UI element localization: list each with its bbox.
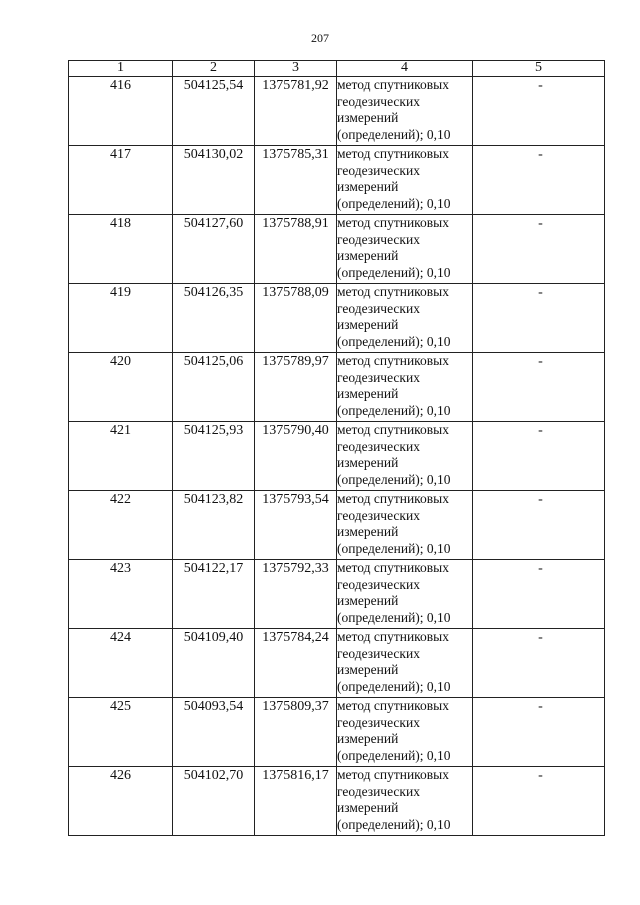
method-description: метод спутниковых геодезических измерений (определений); 0,10 — [337, 560, 473, 629]
coordinate-y: 1375788,91 — [255, 215, 337, 284]
note-text: - — [538, 768, 543, 783]
column-header-4: 4 — [337, 61, 473, 77]
coordinate-x: 504102,70 — [173, 767, 255, 836]
method-description: метод спутниковых геодезических измерений (определений); 0,10 — [337, 422, 473, 491]
note-text: - — [538, 423, 543, 438]
coordinates-table — [68, 60, 605, 836]
page-number: 207 — [311, 31, 329, 45]
coordinate-x: 504126,35 — [173, 284, 255, 353]
note-cell — [473, 353, 605, 422]
point-number: 425 — [69, 698, 173, 767]
coordinate-x: 504130,02 — [173, 146, 255, 215]
note-cell — [473, 491, 605, 560]
table-row — [69, 629, 605, 698]
table-row — [69, 422, 605, 491]
table-row — [69, 560, 605, 629]
note-cell — [473, 146, 605, 215]
coordinate-x: 504127,60 — [173, 215, 255, 284]
table-header — [69, 61, 605, 77]
method-description: метод спутниковых геодезических измерений (определений); 0,10 — [337, 491, 473, 560]
point-number: 418 — [69, 215, 173, 284]
column-header-5: 5 — [473, 61, 605, 77]
point-number: 423 — [69, 560, 173, 629]
column-header-1: 1 — [69, 61, 173, 77]
note-text: - — [538, 630, 543, 645]
coordinate-x: 504125,93 — [173, 422, 255, 491]
column-header-3: 3 — [255, 61, 337, 77]
coordinate-y: 1375793,54 — [255, 491, 337, 560]
method-description: метод спутниковых геодезических измерений (определений); 0,10 — [337, 146, 473, 215]
table-row — [69, 146, 605, 215]
method-description: метод спутниковых геодезических измерений (определений); 0,10 — [337, 215, 473, 284]
method-description: метод спутниковых геодезических измерений (определений); 0,10 — [337, 77, 473, 146]
note-text: - — [538, 561, 543, 576]
table-row — [69, 491, 605, 560]
note-text: - — [538, 285, 543, 300]
coordinate-y: 1375785,31 — [255, 146, 337, 215]
coordinate-y: 1375816,17 — [255, 767, 337, 836]
coordinate-x: 504093,54 — [173, 698, 255, 767]
point-number: 416 — [69, 77, 173, 146]
note-text: - — [538, 354, 543, 369]
method-description: метод спутниковых геодезических измерений (определений); 0,10 — [337, 284, 473, 353]
method-description: метод спутниковых геодезических измерений (определений); 0,10 — [337, 698, 473, 767]
note-cell — [473, 422, 605, 491]
note-cell — [473, 560, 605, 629]
point-number: 421 — [69, 422, 173, 491]
method-description: метод спутниковых геодезических измерений (определений); 0,10 — [337, 767, 473, 836]
note-cell — [473, 629, 605, 698]
coordinate-x: 504122,17 — [173, 560, 255, 629]
note-cell — [473, 215, 605, 284]
point-number: 424 — [69, 629, 173, 698]
note-cell — [473, 767, 605, 836]
table-row — [69, 767, 605, 836]
table-row — [69, 353, 605, 422]
coordinate-y: 1375784,24 — [255, 629, 337, 698]
coordinate-x: 504125,54 — [173, 77, 255, 146]
column-header-2: 2 — [173, 61, 255, 77]
note-cell — [473, 77, 605, 146]
table-row — [69, 284, 605, 353]
note-text: - — [538, 699, 543, 714]
point-number: 422 — [69, 491, 173, 560]
table-row — [69, 698, 605, 767]
note-text: - — [538, 78, 543, 93]
coordinate-x: 504125,06 — [173, 353, 255, 422]
note-text: - — [538, 492, 543, 507]
coordinate-y: 1375789,97 — [255, 353, 337, 422]
table-row — [69, 77, 605, 146]
coordinate-y: 1375788,09 — [255, 284, 337, 353]
note-cell — [473, 698, 605, 767]
table-body — [69, 77, 605, 836]
coordinate-y: 1375792,33 — [255, 560, 337, 629]
note-text: - — [538, 216, 543, 231]
point-number: 417 — [69, 146, 173, 215]
note-cell — [473, 284, 605, 353]
note-text: - — [538, 147, 543, 162]
coordinate-x: 504109,40 — [173, 629, 255, 698]
coordinate-y: 1375781,92 — [255, 77, 337, 146]
point-number: 419 — [69, 284, 173, 353]
point-number: 426 — [69, 767, 173, 836]
method-description: метод спутниковых геодезических измерений (определений); 0,10 — [337, 353, 473, 422]
method-description: метод спутниковых геодезических измерений (определений); 0,10 — [337, 629, 473, 698]
coordinate-y: 1375809,37 — [255, 698, 337, 767]
point-number: 420 — [69, 353, 173, 422]
table-row — [69, 215, 605, 284]
coordinate-x: 504123,82 — [173, 491, 255, 560]
coordinate-y: 1375790,40 — [255, 422, 337, 491]
